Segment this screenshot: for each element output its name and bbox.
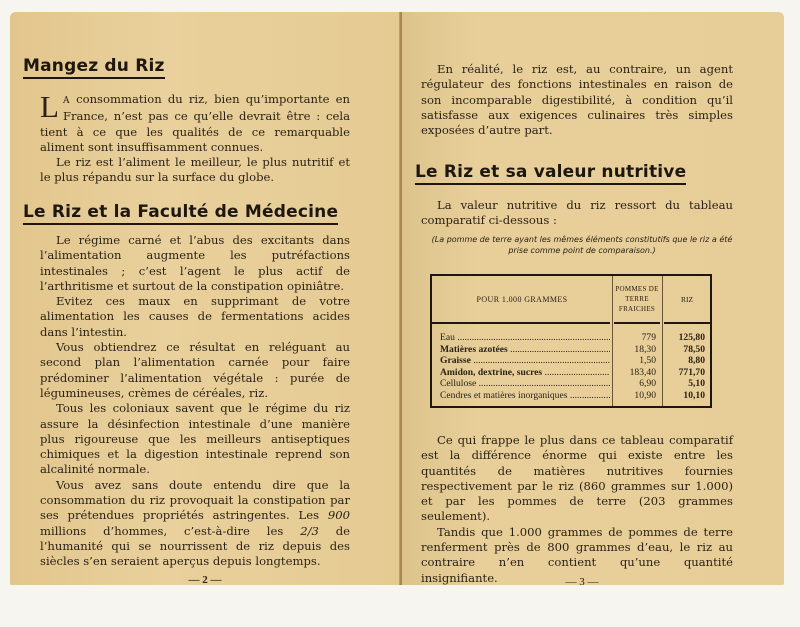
- paragraph: Le riz est l’aliment le meilleur, le plus nutritif et le plus répandu sur la surface du globe.: [40, 155, 350, 185]
- value-pommes: 6,90: [639, 378, 656, 390]
- paragraph-text: consommation du riz, bien qu’importante en France, n’est pas ce qu’elle devrait être : cela tient à ce que les qualités de ce remarquable aliment sont insuffisamment connues.: [40, 92, 350, 154]
- section-valeur-nutritive: [415, 162, 686, 185]
- table-row: [432, 344, 710, 356]
- section-mangez-du-riz: [23, 56, 165, 79]
- heading-valeur-nutritive: Le Riz et sa valeur nutritive: [415, 162, 686, 185]
- paragraph: La valeur nutritive du riz ressort du tableau comparatif ci-dessous :: [421, 198, 733, 228]
- heading-faculte-medecine: Le Riz et la Faculté de Médecine: [23, 202, 338, 225]
- header-divider: [664, 322, 710, 324]
- row-label: Matières azotées .....: [440, 344, 610, 356]
- booklet-spread: [10, 12, 784, 588]
- table-row: [432, 378, 710, 390]
- paragraph-text: Vous avez sans doute entendu dire que la consommation du riz provoquait la constipation par ses prétendues propriétés astringentes. Les: [40, 477, 350, 523]
- page-left: [10, 12, 400, 585]
- table-header-quantity: POUR 1.000 GRAMMES: [476, 294, 568, 304]
- section-valeur-body: [421, 198, 733, 229]
- value-riz: 10,10: [683, 389, 705, 401]
- row-label: Amidon, dextrine, sucres .....: [440, 367, 610, 379]
- value-riz: 771,70: [678, 366, 705, 378]
- value-pommes: 779: [641, 332, 656, 343]
- conclusion-text: [421, 433, 733, 586]
- header-divider: [432, 322, 610, 324]
- comparison-note: (La pomme de terre ayant les mêmes éléments constitutifs que le riz a été prise comme point de comparaison.): [431, 235, 733, 255]
- section-mangez-body: [40, 89, 350, 186]
- value-pommes: 10,90: [634, 389, 656, 401]
- value-pommes: 1,50: [639, 355, 656, 367]
- table-body: [432, 332, 710, 402]
- paragraph: En réalité, le riz est, au contraire, un agent régulateur des fonctions intestinales en raison de son incomparable digestibilité, à condition qu’il satisfasse aux exigences culinaires très simples exposées d’autre part.: [421, 62, 733, 138]
- table-row: [432, 332, 710, 344]
- value-riz: 78,50: [683, 343, 705, 355]
- drop-cap: L: [40, 89, 59, 124]
- table-header-pommes: POMMES DE TERRE FRAICHES: [615, 285, 659, 313]
- paragraph: Evitez ces maux en supprimant de votre alimentation les causes de fermentations acides dans l’intestin.: [40, 294, 350, 339]
- row-label: Cellulose .....: [440, 378, 610, 390]
- header-divider: [614, 322, 660, 324]
- heading-mangez-du-riz: Mangez du Riz: [23, 56, 165, 79]
- nutrition-table: [430, 274, 712, 408]
- paragraph-text: de l’humanité qui se nourrissent de riz depuis des siècles s’en seraient aperçus depuis longtemps.: [40, 523, 351, 569]
- value-riz: 5,10: [688, 378, 705, 390]
- row-label: Eau .....: [440, 332, 610, 344]
- emphasis-fraction: 2/3: [300, 523, 319, 538]
- paragraph: Le régime carné et l’abus des excitants dans l’alimentation augmente les putréfactions intestinales ; c’est l’agent le plus actif de l’arthritisme et surtout de la constipation opiniâtre.: [40, 233, 350, 293]
- paragraph: [40, 89, 350, 155]
- lead-letter: A: [62, 96, 70, 106]
- page-right: [402, 12, 784, 588]
- paragraph-text: millions d’hommes, c’est-à-dire les: [40, 523, 301, 538]
- section-faculte-medecine: [23, 202, 338, 225]
- paragraph: Ce qui frappe le plus dans ce tableau comparatif est la différence énorme qui existe entre les quantités de matières nutritives fournies respectivement par le riz (860 grammes sur 1.000) et par les pommes de terre (203 grammes seulement).: [421, 433, 733, 524]
- section-faculte-body: [40, 233, 350, 570]
- intro-text: [421, 62, 733, 138]
- table-header-riz: RIZ: [680, 294, 694, 304]
- row-label: Cendres et matières inorganiques .....: [440, 390, 610, 402]
- table-row: [432, 355, 710, 367]
- value-riz: 125,80: [678, 332, 705, 343]
- paragraph: Tandis que 1.000 grammes de pommes de terre renferment près de 800 grammes d’eau, le riz au contraire n’en contient qu’une quantité insignifiante.: [421, 524, 733, 585]
- emphasis-number: 900: [327, 508, 350, 523]
- value-riz: 8,80: [688, 355, 705, 367]
- row-label: Graisse .....: [440, 355, 610, 367]
- paragraph: Tous les coloniaux savent que le régime du riz assure la désinfection intestinale d’une manière plus rigoureuse que les meilleurs antiseptiques chimiques et la digestion intestinale reprend son alcalinité normale.: [40, 401, 350, 477]
- paragraph: Vous obtiendrez ce résultat en reléguant au second plan l’alimentation carnée pour faire prédominer l’alimentation végétale : purée de légumineuses, crèmes de céréales, riz.: [40, 340, 350, 400]
- table-row: [432, 390, 710, 402]
- value-pommes: 18,30: [634, 343, 656, 355]
- paragraph: [40, 478, 350, 570]
- page-number-right: — 3 —: [565, 576, 599, 588]
- table-row: [432, 367, 710, 379]
- page-number-left: — 2 —: [188, 574, 222, 586]
- value-pommes: 183,40: [629, 366, 656, 378]
